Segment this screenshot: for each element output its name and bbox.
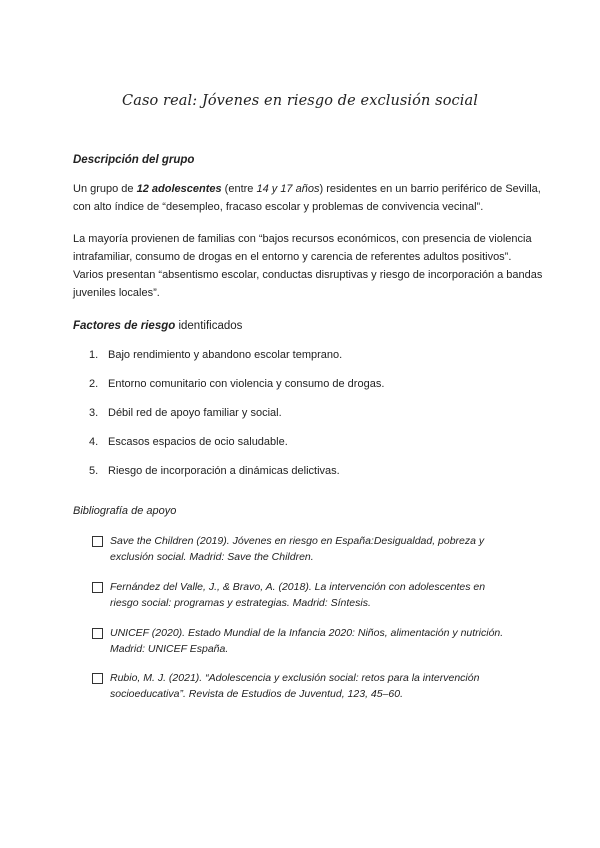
list-item <box>89 464 384 493</box>
list-item-text: Débil red de apoyo familiar y social. <box>108 407 282 419</box>
bibliography-item <box>92 579 512 611</box>
p1-count: 12 adolescentes <box>136 183 222 195</box>
checkbox[interactable] <box>92 673 103 684</box>
list-item-number: 2. <box>89 378 99 390</box>
list-item <box>89 406 384 435</box>
factors-heading-rest: identificados <box>175 320 243 332</box>
list-item-number: 1. <box>89 349 99 361</box>
description-paragraph-1 <box>73 180 543 216</box>
checkbox[interactable] <box>92 628 103 639</box>
list-item-number: 5. <box>89 465 99 477</box>
p1-text-e: ) residentes en un barrio periférico de Sevilla, con alto índice de “desempleo, fracaso escolar y problemas de convivencia vecinal”. <box>73 183 541 213</box>
page-title: Caso real: Jóvenes en riesgo de exclusión social <box>122 93 478 109</box>
list-item <box>89 435 384 464</box>
list-item <box>89 377 384 406</box>
checkbox[interactable] <box>92 536 103 547</box>
bibliography-item-text: UNICEF (2020). Estado Mundial de la Infancia 2020: Niños, alimentación y nutrición. Madrid: UNICEF España. <box>110 627 504 655</box>
list-item-text: Bajo rendimiento y abandono escolar temprano. <box>108 349 343 361</box>
bibliography-item <box>92 533 512 565</box>
p1-text-a: Un grupo de <box>73 183 137 195</box>
risk-factors-list <box>89 348 384 493</box>
list-item-number: 3. <box>89 407 99 419</box>
bibliography-item-text: Save the Children (2019). Jóvenes en riesgo en España:Desigualdad, pobreza y exclusión social. Madrid: Save the Children. <box>110 535 485 563</box>
list-item <box>89 348 384 377</box>
checkbox[interactable] <box>92 582 103 593</box>
list-item-text: Escasos espacios de ocio saludable. <box>108 436 288 448</box>
bibliography-item <box>92 670 512 702</box>
list-item-number: 4. <box>89 436 99 448</box>
list-item-text: Riesgo de incorporación a dinámicas delictivas. <box>108 465 340 477</box>
bibliography-heading: Bibliografía de apoyo <box>73 505 177 517</box>
bibliography-item <box>92 625 512 657</box>
bibliography-item-text: Fernández del Valle, J., & Bravo, A. (2018). La intervención con adolescentes en riesgo social: programas y estrategias. Madrid: Síntesis. <box>110 581 486 609</box>
list-item-text: Entorno comunitario con violencia y consumo de drogas. <box>108 378 385 390</box>
description-paragraph-2: La mayoría provienen de familias con “bajos recursos económicos, con presencia de violencia intrafamiliar, consumo de drogas en el entorno y carencia de referentes adultos positivos”. Varios presentan “absentismo escolar, conductas disruptivas y riesgo de incorporación a bandas juveniles locales”. <box>73 233 543 299</box>
description-heading: Descripción del grupo <box>73 154 195 166</box>
p1-text-c: (entre <box>221 183 257 195</box>
factors-heading-emph: Factores de riesgo <box>73 320 176 332</box>
factors-heading <box>73 320 242 332</box>
p1-age-range: 14 y 17 años <box>256 183 320 195</box>
bibliography-item-text: Rubio, M. J. (2021). “Adolescencia y exclusión social: retos para la intervención socioeducativa”. Revista de Estudios de Juventud, 123, 45–60. <box>110 672 480 700</box>
